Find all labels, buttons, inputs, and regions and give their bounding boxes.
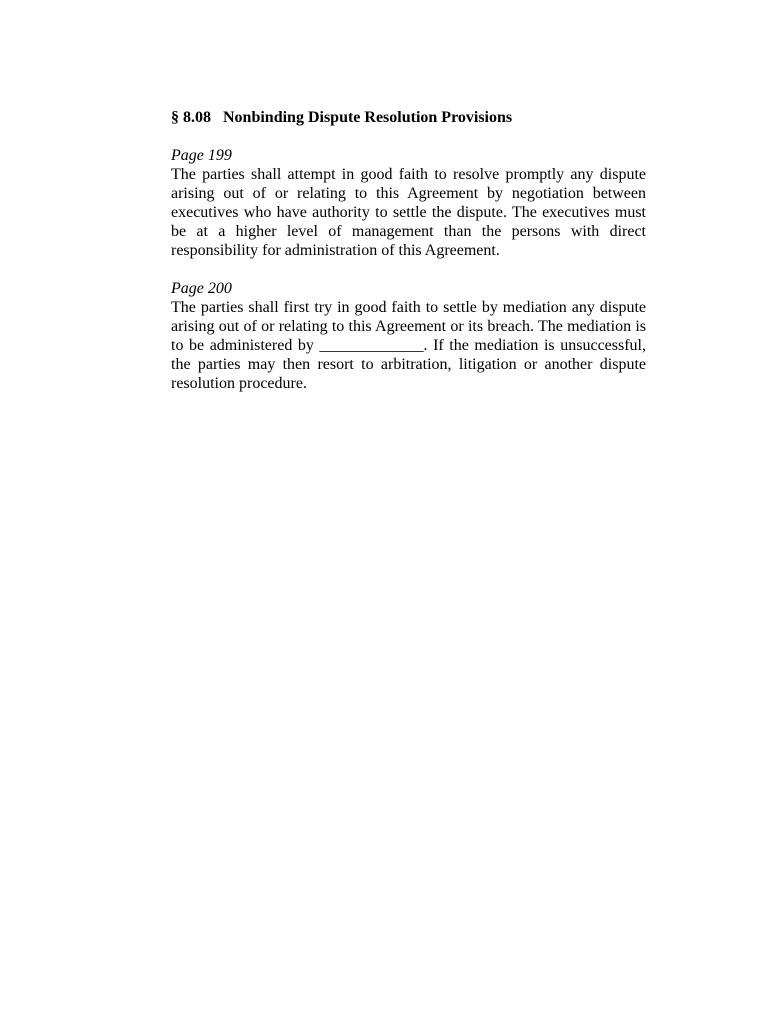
section-heading: § 8.08 Nonbinding Dispute Resolution Provisions [171, 109, 513, 126]
page-label: Page 199 [171, 147, 232, 164]
provision-section-page-200 [171, 279, 646, 393]
provision-paragraph: The parties shall first try in good faith to settle by mediation any dispute arising out of or relating to this Agreement or its breach. The mediation is to be administered by _____________. If the mediation is unsuccessful, the parties may then resort to arbitration, litigation or another dispute resolution procedure. [171, 299, 646, 392]
provision-section-page-199 [171, 146, 646, 260]
page-label: Page 200 [171, 280, 232, 297]
document-page [171, 108, 646, 412]
provision-paragraph: The parties shall attempt in good faith to resolve promptly any dispute arising out of or relating to this Agreement by negotiation between executives who have authority to settle the dispute. The executives must be at a higher level of management than the persons with direct responsibility for administration of this Agreement. [171, 166, 646, 259]
